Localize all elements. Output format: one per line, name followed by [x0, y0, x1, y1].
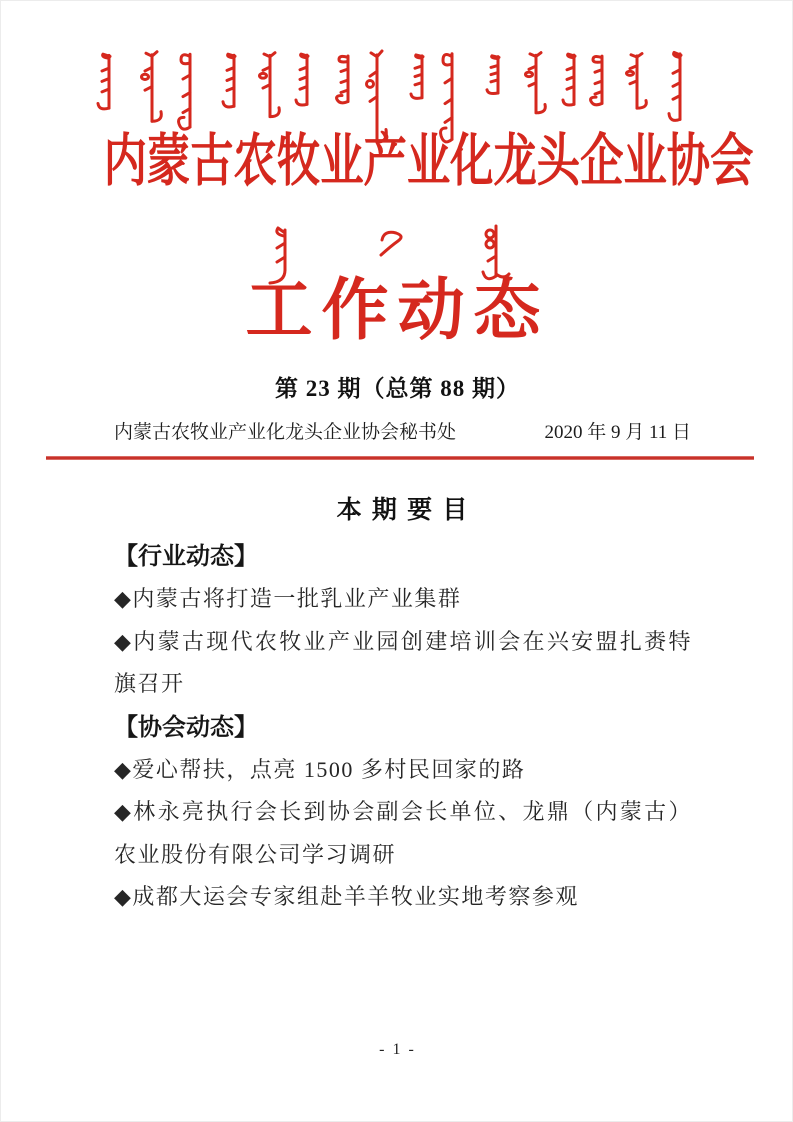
publisher-name: 内蒙古农牧业产业化龙头企业协会秘书处 — [114, 422, 457, 443]
toc-item: ◆内蒙古现代农牧业产业园创建培训会在兴安盟扎赉特旗召开 — [114, 628, 692, 696]
publication-date: 2020 年 9 月 11 日 — [544, 422, 691, 443]
toc-item: ◆林永亮执行会长到协会副会长单位、龙鼎（内蒙古）农业股份有限公司学习调研 — [114, 799, 692, 867]
toc-item: ◆内蒙古将打造一批乳业产业集群 — [114, 586, 462, 611]
masthead-divider-rule — [46, 456, 754, 460]
table-of-contents — [114, 493, 692, 919]
toc-heading: 本 期 要 目 — [336, 497, 470, 524]
publisher-row — [114, 417, 691, 444]
page-number: - 1 - — [379, 1041, 416, 1058]
issue-number-line: 第 23 期（总第 88 期） — [275, 376, 520, 401]
bulletin-title: 工作动态 — [245, 274, 550, 348]
section-title-association: 【协会动态】 — [114, 713, 258, 741]
org-name-title — [1, 127, 793, 197]
org-name-text: 内蒙古农牧业产业化龙头企业协会 — [103, 130, 754, 193]
section-title-industry: 【行业动态】 — [114, 543, 258, 570]
toc-item: ◆成都大运会专家组赴羊羊牧业实地考察参观 — [114, 884, 579, 909]
toc-item: ◆爱心帮扶，点亮 1500 多村民回家的路 — [114, 756, 526, 782]
